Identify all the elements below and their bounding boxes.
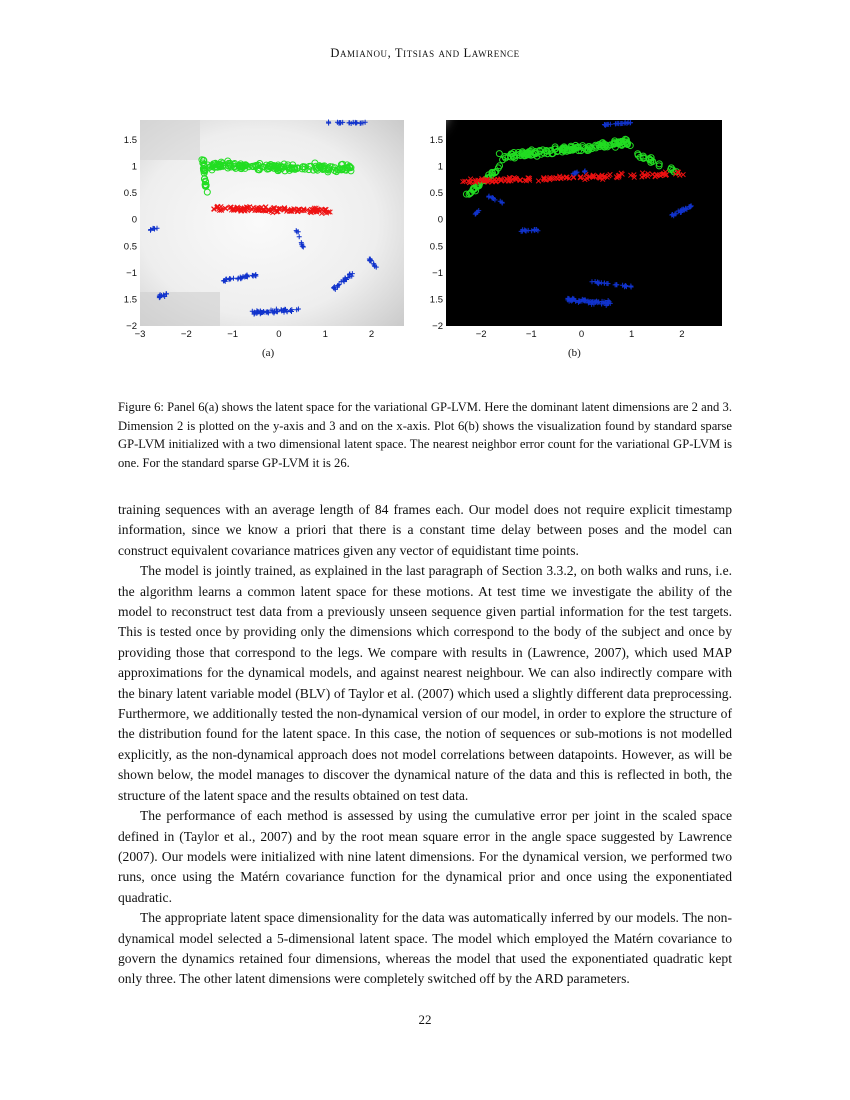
density-blob bbox=[424, 112, 442, 129]
density-blob bbox=[424, 112, 441, 128]
paragraph-3: The performance of each method is assessed by using the cumulative error per joint in the scaled space defined in (Taylor et al., 2007) and by the root mean square error in the angle space suggested by Lawrence (2007). Our models were initialized with nine latent dimensions. For the dynamical version, we performed two runs, once using the Matérn covariance function for the dynamical prior and once using the exponentiated quadratic. bbox=[118, 808, 732, 905]
y-tick-label: −2 bbox=[126, 321, 137, 332]
y-tick-label: 1 bbox=[131, 161, 137, 173]
paragraph-2: The model is jointly trained, as explained in the last paragraph of Section 3.3.2, on both walks and runs, i.e. the algorithm learns a common latent space for these motions. At test time we investigate the ability of the model to reconstruct test data from a previously unseen sequence given partial information for the test targets. This is tested once by providing only the dimensions which correspond to the body of the subject and once by providing those that correspond to the legs. We compare with results in (Lawrence, 2007), which used MAP approximations for the dynamical models, and against nearest neighbour. We can also indirectly compare with the binary latent variable model (BLV) of Taylor et al. (2007) which used a slightly different data preprocessing. Furthermore, we additionally tested the non-dynamical version of our model, in order to explore the structure of the distribution found for the latent space. In this case, the notion of sequences or sub-motions is not modelled explicitly, as the non-dynamical approach does not model correlations between datapoints. However, as will be shown below, the model manages to discover the dynamical nature of the data and this is reflected in both, the structure of the latent space and the results obtained on test data. bbox=[118, 563, 732, 803]
corner-shade-a bbox=[140, 120, 200, 160]
y-tick-label: 0.5 bbox=[123, 188, 137, 200]
y-tick-label: 1.5 bbox=[429, 135, 443, 146]
x-tick-label: 1 bbox=[629, 329, 635, 340]
corner-shade-a2 bbox=[140, 292, 220, 326]
y-tick-label: 1 bbox=[437, 161, 443, 173]
y-tick-label: 0.5 bbox=[429, 241, 443, 253]
density-blob bbox=[424, 112, 440, 127]
body-text bbox=[118, 500, 732, 990]
density-glow-b bbox=[424, 112, 446, 131]
density-blob bbox=[424, 112, 446, 131]
y-tick-label: 0.5 bbox=[123, 241, 137, 253]
panel-a-label: (a) bbox=[262, 347, 275, 359]
x-tick-label: −2 bbox=[475, 329, 487, 340]
y-tick-label: −2 bbox=[432, 321, 443, 332]
x-tick-label: −1 bbox=[525, 329, 537, 340]
y-tick-label: −1 bbox=[126, 267, 137, 279]
panel-b-label: (b) bbox=[568, 347, 581, 359]
y-tick-label: 1.5 bbox=[429, 294, 443, 306]
page-number: 22 bbox=[418, 1012, 432, 1027]
density-blob bbox=[424, 112, 442, 129]
figure-panel-b bbox=[424, 112, 734, 347]
y-tick-label: 1.5 bbox=[123, 294, 137, 306]
figure-panel-a bbox=[110, 112, 420, 347]
density-blob bbox=[424, 112, 440, 127]
x-tick-label: −2 bbox=[180, 329, 192, 340]
density-blob bbox=[424, 112, 440, 127]
x-tick-label: 1 bbox=[322, 329, 328, 340]
x-tick-label: 0 bbox=[276, 329, 282, 340]
y-tick-label: 0.5 bbox=[429, 188, 443, 200]
y-tick-label: 0 bbox=[131, 214, 137, 226]
paragraph-4: The appropriate latent space dimensionality for the data was automatically inferred by our models. The non-dynamical model selected a 5-dimensional latent space. The model which employed the Matérn covariance to govern the dynamics retained four dimensions, whereas the model that used the exponentiated quadratic kept only three. The other latent dimensions were completely switched off by the ARD parameters. bbox=[118, 910, 732, 987]
x-tick-label: 0 bbox=[578, 329, 585, 340]
x-tick-label: 2 bbox=[368, 329, 375, 340]
density-blob bbox=[424, 112, 442, 129]
y-tick-label: 0 bbox=[437, 214, 443, 226]
density-blob bbox=[424, 112, 440, 127]
x-tick-label: −3 bbox=[134, 329, 146, 340]
paragraph-1: training sequences with an average length of 84 frames each. Our model does not require explicit timestamp information, since we know a priori that there is a constant time delay between poses and the model can construct equivalent covariance matrices given any vector of equidistant time points. bbox=[118, 502, 732, 558]
y-tick-label: −1 bbox=[432, 267, 443, 279]
x-tick-label: 2 bbox=[679, 329, 685, 340]
y-tick-label: 1.5 bbox=[123, 135, 137, 146]
density-blob bbox=[424, 112, 444, 129]
figure-caption: Figure 6: Panel 6(a) shows the latent space for the variational GP-LVM. Here the dominant latent dimensions are 2 and 3. Dimension 2 is plotted on the y-axis and 3 and on the x-axis. Plot 6(b) shows the visualization found by standard sparse GP-LVM initialized with a two dimensional latent space. The nearest neighbor error count for the variational GP-LVM is one. For the standard sparse GP-LVM it is 26. bbox=[118, 400, 732, 470]
running-header: Damianou, Titsias and Lawrence bbox=[330, 46, 520, 60]
density-blob bbox=[424, 112, 439, 127]
x-tick-label: −1 bbox=[227, 329, 239, 340]
density-blob bbox=[424, 112, 440, 127]
